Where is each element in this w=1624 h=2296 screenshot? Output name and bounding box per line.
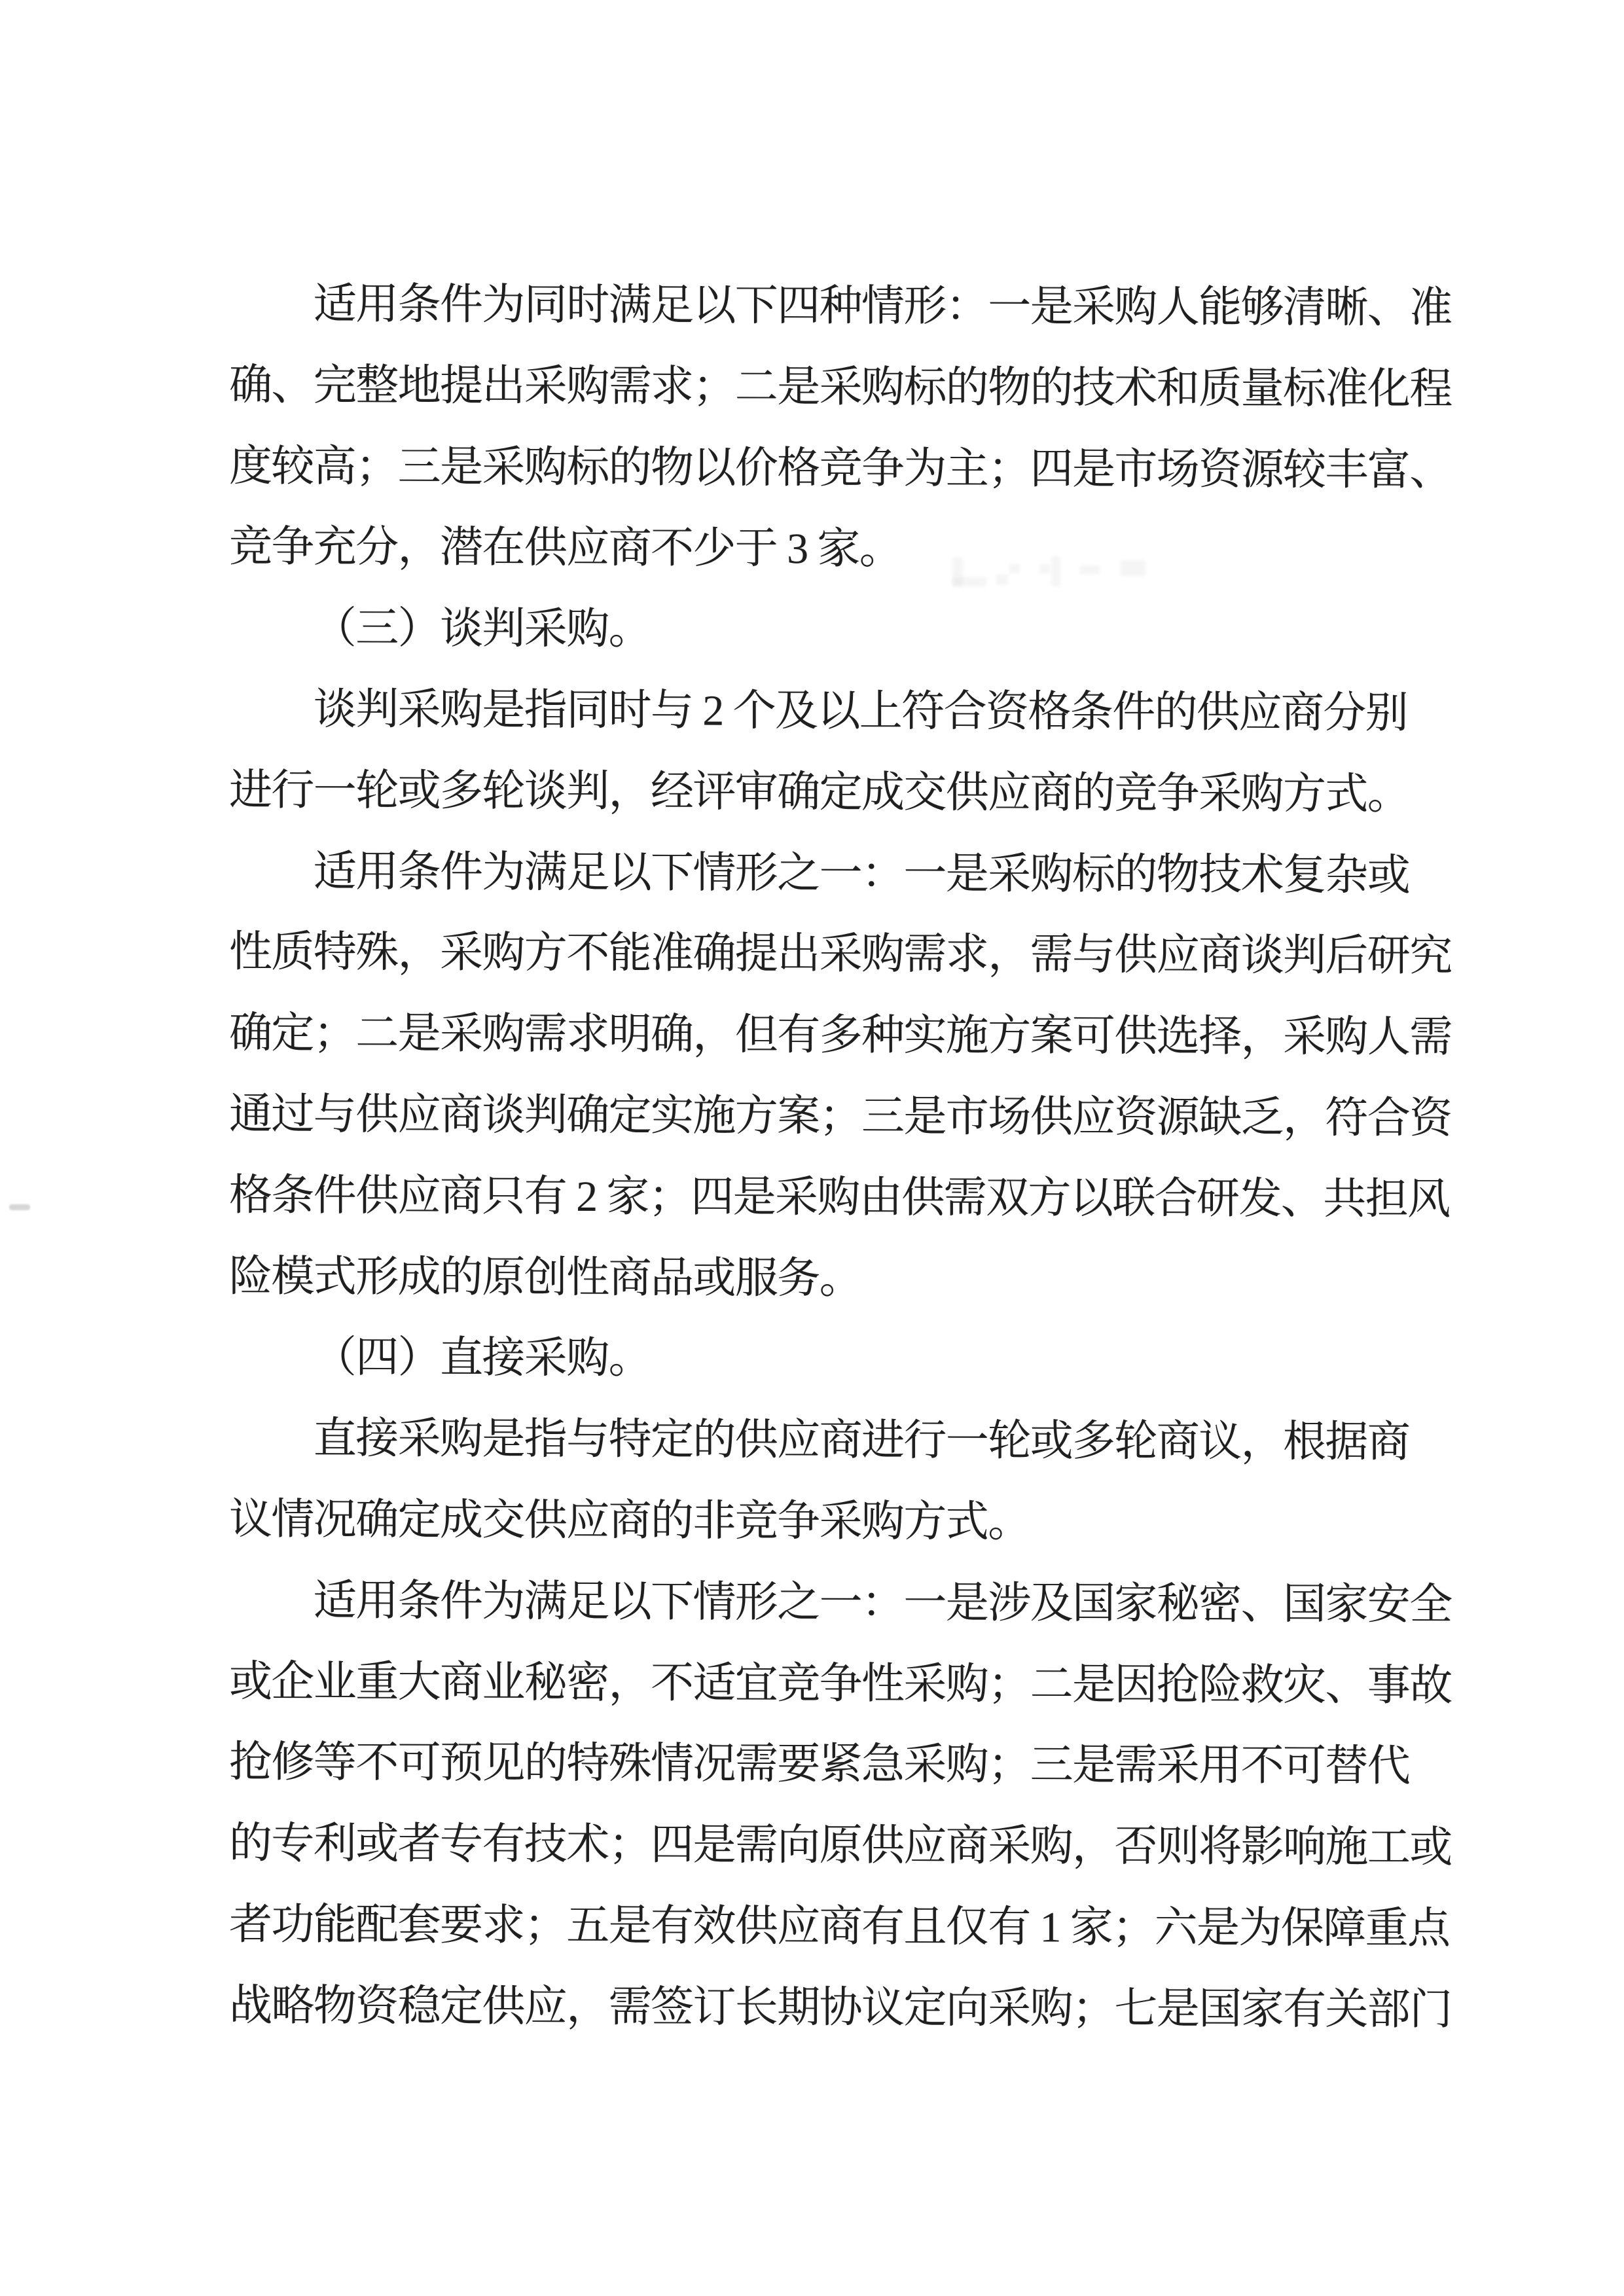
scan-artifact-edge-mark	[9, 1204, 30, 1210]
text-line: 者功能配套要求；五是有效供应商有且仅有 1 家；六是为保障重点	[229, 1900, 1450, 1953]
text-line: 的专利或者专有技术；四是需向原供应商采购，否则将影响施工或	[229, 1820, 1452, 1872]
bleedthrough-stroke	[1051, 556, 1060, 586]
text-line: 适用条件为满足以下情形之一：一是涉及国家秘密、国家安全	[313, 1577, 1452, 1629]
section-heading: （四）直接采购。	[313, 1333, 651, 1383]
bleedthrough-stroke	[996, 575, 1008, 585]
text-line: 进行一轮或多轮谈判，经评审确定成交供应商的竞争采购方式。	[229, 766, 1410, 819]
text-line: 适用条件为同时满足以下四种情形：一是采购人能够清晰、准	[313, 280, 1452, 332]
text-line: 确定；二是采购需求明确，但有多种实施方案可供选择，采购人需	[229, 1009, 1452, 1062]
text-line: 战略物资稳定供应，需签订长期协议定向采购；七是国家有关部门	[229, 1981, 1452, 2034]
bleedthrough-stroke	[1039, 564, 1050, 573]
section-heading: （三）谈判采购。	[313, 604, 651, 654]
document-text-block	[229, 264, 1473, 2051]
bleedthrough-stroke	[1121, 560, 1146, 576]
bleedthrough-stroke	[1080, 565, 1100, 574]
text-line: 议情况确定成交供应商的非竞争采购方式。	[229, 1495, 1030, 1547]
text-line: 险模式形成的原创性商品或服务。	[229, 1252, 861, 1302]
text-line: 或企业重大商业秘密，不适宜竞争性采购；二是因抢险救灾、事故	[229, 1657, 1452, 1710]
bleedthrough-stroke	[1009, 564, 1020, 573]
text-line: 适用条件为满足以下情形之一：一是采购标的物技术复杂或	[313, 848, 1410, 899]
text-line: 格条件供应商只有 2 家；四是采购由供需双方以联合研发、共担风	[229, 1171, 1450, 1224]
text-line: 直接采购是指与特定的供应商进行一轮或多轮商议，根据商	[313, 1414, 1410, 1467]
text-line: 性质特殊，采购方不能准确提出采购需求，需与供应商谈判后研究	[229, 928, 1452, 980]
text-line: 谈判采购是指同时与 2 个及以上符合资格条件的供应商分别	[313, 685, 1407, 738]
text-line: 抢修等不可预见的特殊情况需要紧急采购；三是需采用不可替代	[229, 1738, 1410, 1791]
text-line: 度较高；三是采购标的物以价格竞争为主；四是市场资源较丰富、	[229, 442, 1452, 495]
text-line: 确、完整地提出采购需求；二是采购标的物的技术和质量标准化程	[229, 361, 1452, 414]
text-line: 通过与供应商谈判确定实施方案；三是市场供应资源缺乏，符合资	[229, 1090, 1452, 1143]
bleedthrough-stroke	[952, 577, 986, 586]
text-line: 竞争充分，潜在供应商不少于 3 家。	[229, 523, 902, 573]
